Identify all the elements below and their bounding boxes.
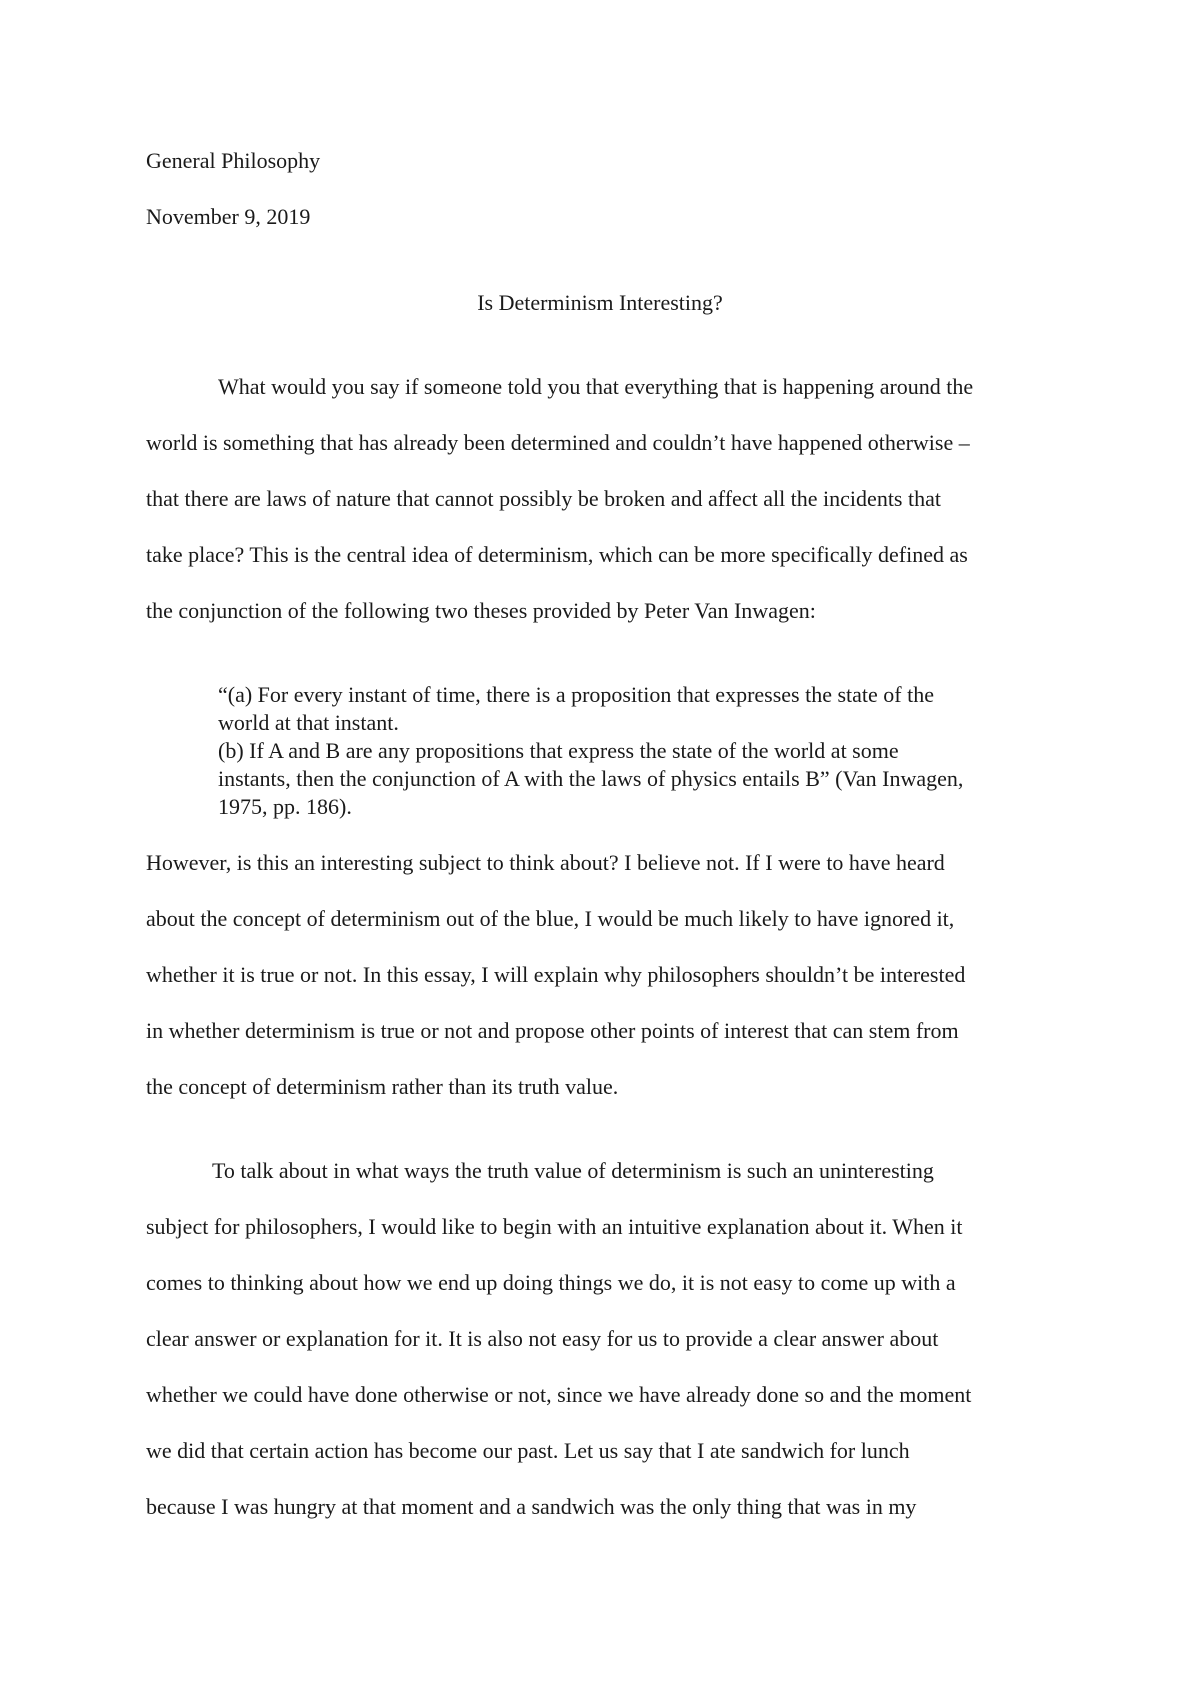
quote-line: “(a) For every instant of time, there is a proposition that expresses the state of the xyxy=(218,682,935,707)
paragraph-line: we did that certain action has become our past. Let us say that I ate sandwich for lunch xyxy=(146,1438,910,1463)
quote-line: world at that instant. xyxy=(218,710,399,735)
paragraph-line: What would you say if someone told you that everything that is happening around the xyxy=(218,374,974,399)
paragraph-line: whether it is true or not. In this essay, I will explain why philosophers shouldn’t be interested xyxy=(146,962,966,987)
paragraph-line: the conjunction of the following two theses provided by Peter Van Inwagen: xyxy=(146,598,816,623)
paragraph-line: comes to thinking about how we end up doing things we do, it is not easy to come up with a xyxy=(146,1270,956,1295)
paragraph-line: subject for philosophers, I would like to begin with an intuitive explanation about it. When it xyxy=(146,1214,963,1239)
essay-title: Is Determinism Interesting? xyxy=(477,290,723,315)
paragraph-line: the concept of determinism rather than its truth value. xyxy=(146,1074,619,1099)
paragraph-line: about the concept of determinism out of the blue, I would be much likely to have ignored it, xyxy=(146,906,955,931)
course-name: General Philosophy xyxy=(146,148,321,173)
paragraph-line: take place? This is the central idea of determinism, which can be more specifically defined as xyxy=(146,542,968,567)
paragraph-line: whether we could have done otherwise or not, since we have already done so and the moment xyxy=(146,1382,972,1407)
paragraph-line: that there are laws of nature that cannot possibly be broken and affect all the incidents that xyxy=(146,486,941,511)
paragraph-line: in whether determinism is true or not and propose other points of interest that can stem from xyxy=(146,1018,959,1043)
paragraph-line: because I was hungry at that moment and a sandwich was the only thing that was in my xyxy=(146,1494,917,1519)
paragraph-line: However, is this an interesting subject to think about? I believe not. If I were to have heard xyxy=(146,850,945,875)
quote-line: instants, then the conjunction of A with the laws of physics entails B” (Van Inwagen, xyxy=(218,766,964,791)
quote-line: (b) If A and B are any propositions that express the state of the world at some xyxy=(218,738,899,763)
paragraph-line: world is something that has already been determined and couldn’t have happened otherwise – xyxy=(146,430,970,455)
paragraph-line: To talk about in what ways the truth value of determinism is such an uninteresting xyxy=(212,1158,934,1183)
essay-date: November 9, 2019 xyxy=(146,204,311,229)
quote-line: 1975, pp. 186). xyxy=(218,794,352,819)
paragraph-line: clear answer or explanation for it. It is also not easy for us to provide a clear answer about xyxy=(146,1326,939,1351)
